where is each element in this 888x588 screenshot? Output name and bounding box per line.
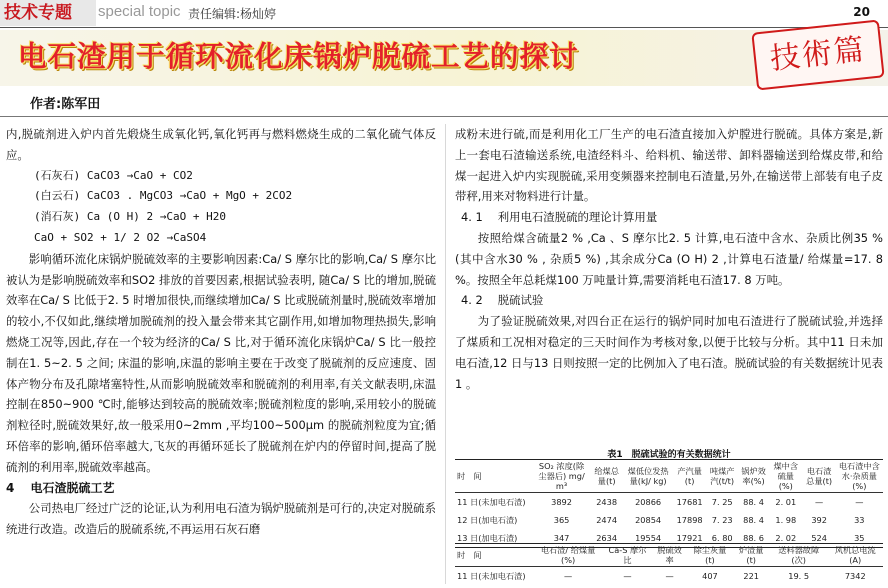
table-header-cell: 锅炉效率(%) bbox=[738, 460, 769, 493]
table-cell: 11 日(未加电石渣) bbox=[457, 570, 526, 581]
page-number: 20 bbox=[853, 5, 870, 19]
table-cell: 3892 bbox=[551, 497, 572, 507]
table-cell: 2438 bbox=[596, 497, 618, 507]
author-rule bbox=[0, 116, 888, 117]
table-cell: 392 bbox=[811, 515, 827, 525]
section-stamp: 技術篇 bbox=[751, 19, 884, 90]
table-cell: 17921 bbox=[676, 533, 703, 543]
table-cell: 7342 bbox=[844, 571, 866, 581]
table-cell: 17681 bbox=[676, 497, 703, 507]
table-cell: 35 bbox=[854, 533, 865, 543]
table-cell: 13 日(加电石渣) bbox=[457, 532, 518, 543]
table-header-cell: 电石渣中含水·杂质量(%) bbox=[836, 460, 883, 493]
table-cell: 88. 4 bbox=[743, 515, 764, 525]
table-cell: 19554 bbox=[635, 533, 662, 543]
table-header-cell: 时 间 bbox=[455, 544, 533, 567]
left-column bbox=[6, 124, 436, 540]
table-header-cell: 电石渣/ 给煤量(%) bbox=[533, 544, 603, 567]
table-cell: — bbox=[563, 571, 573, 581]
column-tag-english: special topic bbox=[98, 3, 181, 20]
table-cell: 12 日(加电石渣) bbox=[457, 514, 518, 525]
table-header-cell: 除尘灰量(t) bbox=[687, 544, 732, 567]
table-header-cell: 吨煤产汽(t/t) bbox=[706, 460, 738, 493]
section-heading-4-2: 4. 2 脱硫试验 bbox=[461, 293, 544, 308]
table-header-cell: SO₂ 浓度(除尘器后) mg/ m³ bbox=[533, 460, 590, 493]
table-cell: 1. 98 bbox=[775, 515, 797, 525]
formula-slaked-lime: (消石灰) Ca (O H) 2 →CaO + H20 bbox=[34, 210, 226, 224]
paragraph: 内,脱硫剂进入炉内首先煅烧生成氧化钙,氧化钙再与燃料燃烧生成的二氧化硫气体反应。 bbox=[6, 127, 436, 162]
article-title: 电石渣用于循环流化床锅炉脱硫工艺的探讨 bbox=[18, 40, 579, 73]
table-cell: 2634 bbox=[596, 533, 618, 543]
table-header-cell: 电石渣总量(t) bbox=[803, 460, 836, 493]
responsible-editor: 责任编辑:杨灿婷 bbox=[188, 7, 277, 21]
table-cell: 33 bbox=[854, 515, 865, 525]
table-header-cell: 送料器故障(次) bbox=[770, 544, 828, 567]
table-cell: 2. 01 bbox=[775, 497, 797, 507]
table-header-cell: Ca-S 摩尔比 bbox=[603, 544, 652, 567]
table-cell: 7. 23 bbox=[711, 515, 733, 525]
table-cell: 20866 bbox=[635, 497, 662, 507]
table-header-cell: 产汽量(t) bbox=[673, 460, 706, 493]
table-cell: 11 日(未加电石渣) bbox=[457, 496, 526, 507]
header-rule bbox=[0, 27, 888, 28]
right-column bbox=[455, 124, 883, 394]
column-divider bbox=[445, 124, 446, 584]
table-cell: — bbox=[815, 497, 824, 507]
table-header-cell: 时 间 bbox=[455, 460, 533, 493]
formula-desulfurization: CaO + SO2 + 1/ 2 O2 →CaSO4 bbox=[34, 230, 207, 244]
paragraph: 为了验证脱硫效果,对四台正在运行的锅炉同时加电石渣进行了脱硫试验,并选择了煤质和工况相对稳定的三天时间作为考核对象,以便于比较与分析。其中11 日未加电石渣,12 日与13 日则按照一定的比例加入了电石渣。脱硫试验的有关数据统计见表1 。 bbox=[455, 314, 883, 391]
table-header-row bbox=[455, 544, 883, 567]
table-cell: — bbox=[855, 497, 864, 507]
table-header-cell: 煤低位发热量(kJ/ kg) bbox=[623, 460, 673, 493]
formula-limestone: (石灰石) CaCO3 →CaO + CO2 bbox=[34, 168, 193, 182]
table-header-row bbox=[455, 460, 883, 493]
table-cell: 407 bbox=[702, 571, 718, 581]
table-cell: 19. 5 bbox=[788, 571, 810, 581]
table-cell: 524 bbox=[811, 533, 827, 543]
table-cell: 88. 6 bbox=[743, 533, 764, 543]
table-cell: 6. 80 bbox=[711, 533, 733, 543]
table-cell: 20854 bbox=[635, 515, 662, 525]
paragraph: 成粉末进行硫,而是利用化工厂生产的电石渣直接加入炉膛进行脱硫。具体方案是,新上一套电石渣输送系统,电渣经料斗、给料机、输送带、卸料器输送到给煤皮带,和给煤一起进入炉内实现脱硫,采用变频器来控制电石渣量,另外,在输送带上部装有电子皮带秤,用来对物料进行计量。 bbox=[455, 127, 883, 204]
data-table-2 bbox=[455, 543, 883, 585]
formula-dolomite: (白云石) CaCO3 . MgCO3 →CaO + MgO + 2CO2 bbox=[34, 189, 293, 203]
paragraph: 按照给煤含硫量2 % ,Ca 、S 摩尔比2. 5 计算,电石渣中含水、杂质比例35 % (其中含水30 % , 杂质5 %) ,其余成分Ca (O H) 2 ,计算电石渣量/ 给煤量=17. 8 %。按照全年总耗煤100 万吨量计算,需要消耗电石渣17. 8 万吨。 bbox=[455, 230, 883, 287]
paragraph: 影响循环流化床锅炉脱硫效率的主要影响因素:Ca/ S 摩尔比的影响,Ca/ S 摩尔比被认为是影响脱硫效率和SO2 排放的首要因素,根据试验表明, 随Ca/ S 比的增加,脱硫效率在Ca/ S 比低于2. 5 时增加很快,而继续增加Ca/ S 比或脱硫剂量时,脱硫效率增加的较小,不仅如此,继续增加脱硫剂的投入量会带来其它副作用,如增加物理热损失,影响燃烧工况等,因此,存在一个较为经济的Ca/ S 比,对于循环流化床锅炉Ca/ S 比一般控制在1. 5~2. 5 之间; 床温的影响,床温的影响主要在于改变了脱硫剂的反应速度、固体产物分布及孔隙堵塞特性,从而影响脱硫效率和脱硫剂的利用率,有关文献表明,床温控制在850~900 ℃时,能够达到较高的脱硫效率;脱硫剂粒度的影响,采用较小的脱硫剂粒径时,脱硫效果好,故一般采用0~2mm ,平均100~500μm 的脱硫剂粒度为宜;循环倍率的影响,循环倍率越大,飞灰的再循环延长了脱硫剂在炉内的停留时间,提高了脱硫剂的利用率,脱硫效率越高。 bbox=[6, 251, 436, 474]
table-cell: 2. 02 bbox=[775, 533, 797, 543]
table-1-caption: 表1 脱硫试验的有关数据统计 bbox=[607, 450, 731, 460]
table-row bbox=[455, 567, 883, 586]
table-cell: — bbox=[623, 571, 632, 581]
table-row bbox=[455, 493, 883, 512]
table-header-cell: 风机总电流(A) bbox=[827, 544, 883, 567]
table-cell: 88. 4 bbox=[743, 497, 764, 507]
page-header bbox=[0, 0, 888, 28]
table-cell: — bbox=[665, 571, 674, 581]
table-cell: 347 bbox=[553, 533, 570, 543]
table-cell: 365 bbox=[553, 515, 570, 525]
table-header-cell: 给煤总量(t) bbox=[590, 460, 623, 493]
table-header-cell: 炉渣量(t) bbox=[733, 544, 770, 567]
table-cell: 7. 25 bbox=[711, 497, 733, 507]
column-tag: 技术专题 bbox=[0, 0, 96, 26]
table-cell: 17898 bbox=[676, 515, 703, 525]
table-cell: 221 bbox=[743, 571, 759, 581]
table-row bbox=[455, 511, 883, 529]
table-header-cell: 煤中含硫量(%) bbox=[769, 460, 803, 493]
table-cell: 2474 bbox=[596, 515, 618, 525]
article-author: 作者:陈军田 bbox=[30, 97, 101, 112]
section-heading-4: 4 电石渣脱硫工艺 bbox=[6, 480, 115, 495]
paragraph: 公司热电厂经过广泛的论证,认为利用电石渣为锅炉脱硫剂是可行的,决定对脱硫系统进行改造。改造后的脱硫系统,不再运用石灰石磨 bbox=[6, 501, 436, 537]
table-header-cell: 脱硫效率 bbox=[652, 544, 688, 567]
data-table-1 bbox=[455, 459, 883, 548]
section-heading-4-1: 4. 1 利用电石渣脱硫的理论计算用量 bbox=[461, 210, 658, 225]
